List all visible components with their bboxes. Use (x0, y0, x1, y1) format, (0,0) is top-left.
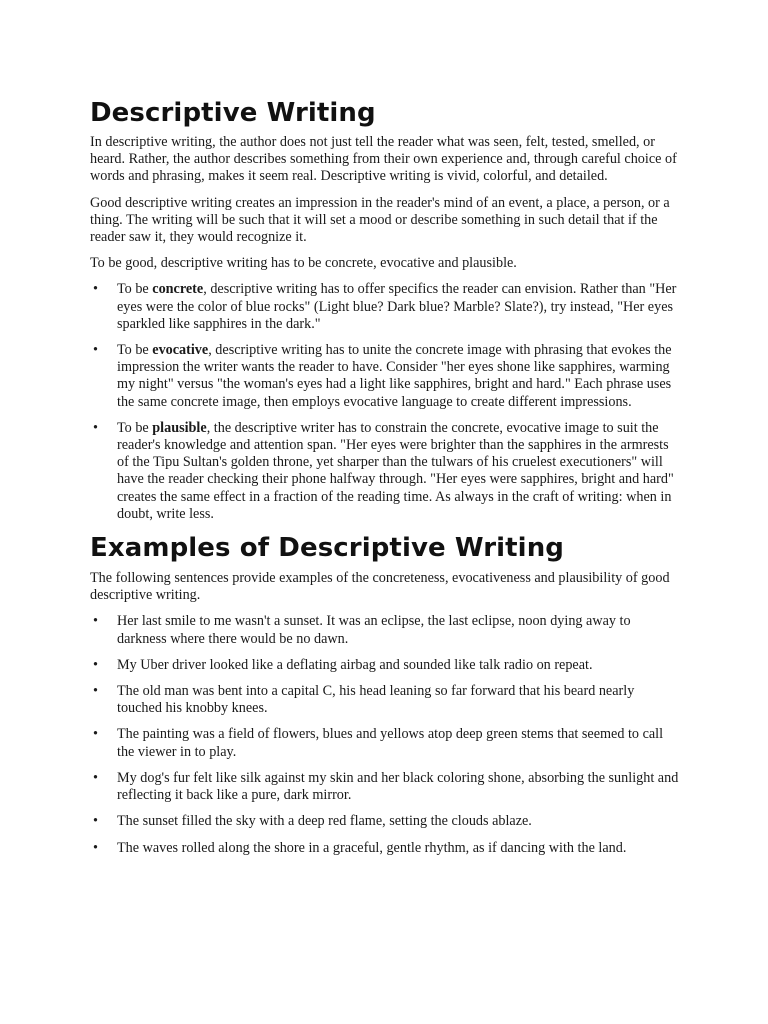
list-item (90, 840, 680, 857)
document-page (90, 97, 680, 866)
list-item (90, 683, 680, 717)
list-item (90, 770, 680, 804)
intro-paragraph: In descriptive writing, the author does not just tell the reader what was seen, felt, tested, smelled, or heard. Rather, the author describes something from their own experience and, through careful choice of words and phrasing, makes it seem real. Descriptive writing is vivid, colorful, and detailed. (90, 134, 677, 185)
examples-list (90, 613, 680, 856)
example-text: The sunset filled the sky with a deep red flame, setting the clouds ablaze. (117, 813, 532, 830)
list-item (90, 613, 680, 647)
list-item (90, 726, 680, 760)
example-text: The painting was a field of flowers, blues and yellows atop deep green stems that seemed to call the viewer in to play. (117, 726, 664, 760)
bullet-glyph: • (93, 613, 98, 630)
list-item-evocative (90, 342, 680, 411)
example-text: The waves rolled along the shore in a graceful, gentle rhythm, as if dancing with the land. (117, 839, 627, 856)
criteria-paragraph: To be good, descriptive writing has to be concrete, evocative and plausible. (90, 255, 517, 272)
impression-paragraph: Good descriptive writing creates an impression in the reader's mind of an event, a place, a person, or a thing. The writing will be such that it will set a mood or describe something in such detail that if the reader saw it, they would recognize it. (90, 194, 670, 246)
bullet-glyph: • (93, 839, 98, 856)
list-item (90, 813, 680, 830)
list-item-term: evocative (152, 342, 209, 359)
list-item-text: , the descriptive writer has to constrain the concrete, evocative image to suit the reader's knowledge and attention span. "Her eyes were brighter than the sapphires in the armrests of the Tipu Sultan's golden throne, yet sharper than the tulwars of his cruelest executioners" will have the reader checking their phone halfway through. "Her eyes were sapphires, bright and hard" creates the same effect in a fraction of the reading time. As always in the craft of writing: when in doubt, write less. (117, 419, 674, 522)
list-item-text: , descriptive writing has to offer specifics the reader can envision. Rather than "Her eyes were the color of blue rocks" (Light blue? Dark blue? Marble? Slate?), try instead, "Her eyes sparkled like sapphires in the dark." (117, 281, 677, 332)
examples-intro-paragraph: The following sentences provide examples of the concreteness, evocativeness and plausibility of good descriptive writing. (90, 570, 670, 604)
list-item-prefix: To be (117, 342, 153, 359)
criteria-list (90, 281, 680, 523)
list-item-term: concrete (152, 281, 204, 298)
list-item (90, 657, 680, 674)
bullet-glyph: • (93, 683, 98, 700)
bullet-glyph: • (93, 342, 98, 359)
bullet-glyph: • (93, 769, 98, 786)
list-item-text: , descriptive writing has to unite the concrete image with phrasing that evokes the impression the writer wants the reader to have. Consider "her eyes shone like sapphires, warming my night" versus "the woman's eyes had a light like sapphires, bright and hard." Each phrase uses the same concrete image, then employs evocative language to create different impressions. (117, 342, 672, 410)
section-heading-descriptive-writing: Descriptive Writing (90, 98, 376, 128)
section-heading-examples: Examples of Descriptive Writing (90, 533, 565, 564)
example-text: My Uber driver looked like a deflating airbag and sounded like talk radio on repeat. (117, 656, 593, 673)
example-text: My dog's fur felt like silk against my skin and her black coloring shone, absorbing the sunlight and reflecting it back like a pure, dark mirror. (117, 769, 679, 804)
list-item-prefix: To be (117, 281, 153, 298)
bullet-glyph: • (93, 281, 98, 298)
bullet-glyph: • (93, 813, 98, 830)
example-text: Her last smile to me wasn't a sunset. It was an eclipse, the last eclipse, noon dying away to darkness where there would be no dawn. (117, 613, 631, 647)
list-item-term: plausible (152, 419, 207, 436)
bullet-glyph: • (93, 726, 98, 743)
bullet-glyph: • (93, 656, 98, 673)
list-item-concrete (90, 281, 680, 333)
list-item-prefix: To be (117, 419, 153, 436)
bullet-glyph: • (93, 419, 98, 436)
example-text: The old man was bent into a capital C, his head leaning so far forward that his beard nearly touched his knobby knees. (117, 683, 635, 717)
list-item-plausible (90, 420, 680, 523)
